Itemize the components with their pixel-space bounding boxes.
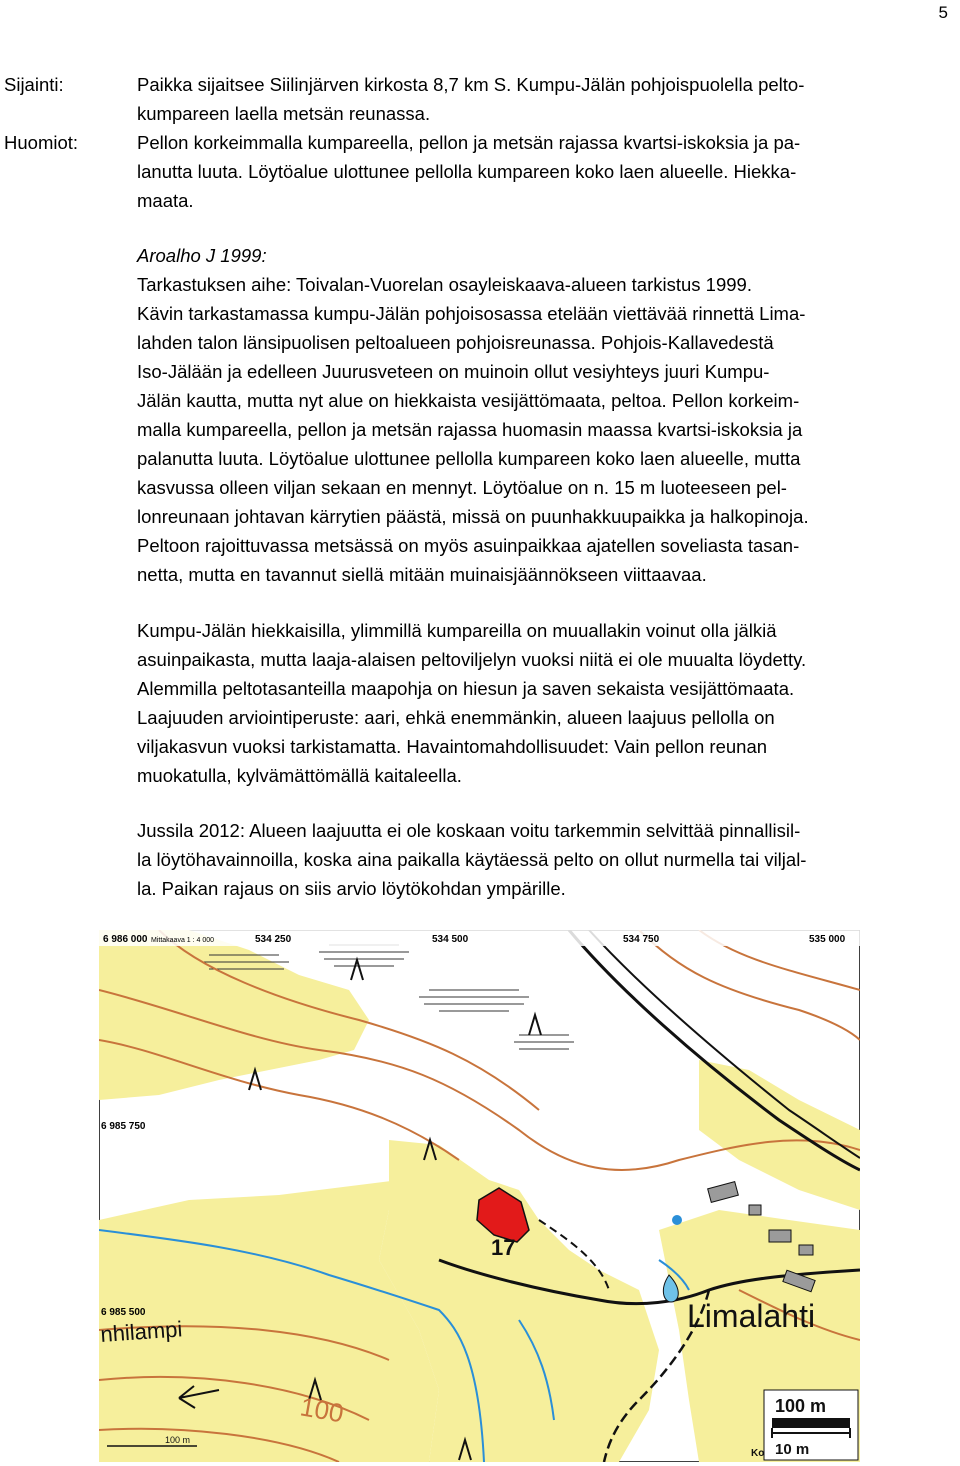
text-line: kasvussa olleen viljan sekaan en mennyt. Löytöalue on n. 15 m luoteeseen pel- (137, 477, 787, 498)
text-line: Peltoon rajoittuvassa metsässä on myös asuinpaikkaa ajatellen soveliasta tasan- (137, 535, 800, 556)
text-line: netta, mutta en tavannut siellä mitään muinaisjäännökseen viittaavaa. (137, 564, 707, 585)
text-line: lonreunaan johtavan kärrytien päästä, missä on puunhakkuupaikka ja halkopinoja. (137, 506, 809, 527)
aroalho-heading: Aroalho J 1999: (137, 245, 267, 266)
text-line: malla kumpareella, pellon ja metsän rajassa huomasin maassa kvartsi-iskoksia ja (137, 419, 803, 440)
text-line: Iso-Jälään ja edelleen Juurusveteen on muinoin ollut vesiyhteys juuri Kumpu- (137, 361, 770, 382)
sijainti-text (137, 70, 953, 128)
well-icon (672, 1215, 682, 1225)
text-line: lahden talon länsipuolisen peltoalueen pohjoisreunassa. Pohjois-Kallavedestä (137, 332, 774, 353)
text-line: Tarkastuksen aihe: Toivalan-Vuorelan osayleiskaava-alueen tarkistus 1999. (137, 274, 752, 295)
label-huomiot: Huomiot: (4, 132, 79, 153)
coord-left-0: 6 985 750 (101, 1121, 146, 1132)
aroalho-section (137, 241, 953, 589)
text-line: la. Paikan rajaus on siis arvio löytökohdan ympärille. (137, 878, 566, 899)
scale-bar-10-label: 10 m (775, 1441, 810, 1458)
text-line: Kävin tarkastamassa kumpu-Jälän pohjoisosassa etelään viettävää rinnettä Lima- (137, 303, 806, 324)
text-line: kumpareen laella metsän reunassa. (137, 103, 431, 124)
map-scale-text: Mittakaava 1 : 4 000 (151, 937, 215, 944)
text-line: maata. (137, 190, 194, 211)
coord-top-3: 534 750 (623, 934, 660, 945)
text-line: Jussila 2012: Alueen laajuutta ei ole koskaan voitu tarkemmin selvittää pinnallisil- (137, 820, 801, 841)
kumpu-section (137, 616, 953, 790)
coord-top-4: 535 000 (809, 934, 846, 945)
text-line: palanutta luuta. Löytöalue ulottunee pellolla kumpareen koko laen alueelle, mutta (137, 448, 801, 469)
svg-text:100 m: 100 m (165, 1435, 191, 1445)
scale-bar-100-label: 100 m (775, 1396, 827, 1416)
scale-bar-box (764, 1390, 858, 1460)
text-line: Pellon korkeimmalla kumpareella, pellon ja metsän rajassa kvartsi-iskoksia ja pa- (137, 132, 801, 153)
coord-top-1: 534 250 (255, 934, 292, 945)
place-label-limalahti: Limalahti (687, 1298, 816, 1334)
text-line: Jälän kautta, mutta nyt alue on hiekkaista vesijättömaata, peltoa. Pellon korkeim- (137, 390, 800, 411)
text-line: lanutta luuta. Löytöalue ulottunee pellolla kumpareen koko laen alueelle. Hiekka- (137, 161, 797, 182)
page-number: 5 (938, 3, 948, 22)
text-line: asuinpaikasta, mutta laaja-alaisen peltoviljelyn vuoksi niitä ei ole muualta löydetty. (137, 649, 807, 670)
text-line: la löytöhavainnoilla, koska aina paikalla käytäessä pelto on ollut nurmella tai viljal- (137, 849, 807, 870)
road-number-label: 17 (491, 1235, 516, 1260)
coord-left-1: 6 985 500 (101, 1307, 146, 1318)
site-map (99, 930, 860, 1462)
text-line: Alemmilla peltotasanteilla maapohja on hiesun ja saven sekaista vesijättömaata. (137, 678, 795, 699)
label-sijainti: Sijainti: (4, 74, 64, 95)
corner-label: Ko (751, 1448, 765, 1459)
text-line: Paikka sijaitsee Siilinjärven kirkosta 8,7 km S. Kumpu-Jälän pohjoispuolella pelto- (137, 74, 805, 95)
place-label-hilampi: nhilampi (99, 1316, 184, 1347)
contour-label: 100 (297, 1391, 346, 1429)
text-line: Laajuuden arviointiperuste: aari, ehkä enemmänkin, alueen laajuus pellolla on (137, 707, 775, 728)
coord-top-0: 6 986 000 (103, 934, 148, 945)
jussila-section (137, 816, 953, 903)
text-line: muokatulla, kylvämättömällä kaitaleella. (137, 765, 462, 786)
coord-top-2: 534 500 (432, 934, 469, 945)
text-line: viljakasvun vuoksi tarkistamatta. Havaintomahdollisuudet: Vain pellon reunan (137, 736, 768, 757)
text-line: Kumpu-Jälän hiekkaisilla, ylimmillä kumpareilla on muuallakin voinut olla jälkiä (137, 620, 777, 641)
huomiot-text (137, 128, 953, 215)
